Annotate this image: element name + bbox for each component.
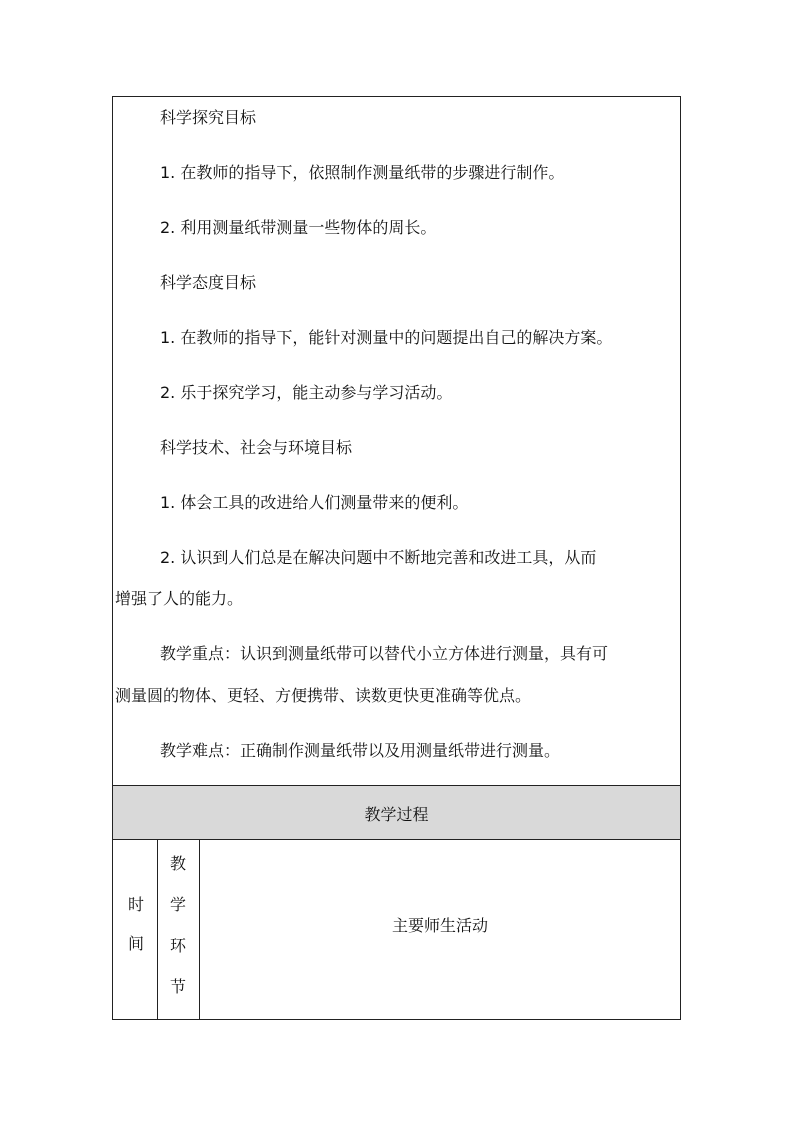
time-char-1: 时 [127, 895, 144, 914]
heading-science-attitude: 科学态度目标 [160, 273, 257, 292]
heading-science-inquiry: 科学探究目标 [160, 108, 257, 127]
inquiry-item-2: 2. 利用测量纸带测量一些物体的周长。 [160, 218, 437, 237]
stage-char-1: 教 [169, 854, 186, 873]
stse-item-1: 1. 体会工具的改进给人们测量带来的便利。 [160, 493, 469, 512]
document-table [112, 96, 681, 1020]
attitude-item-2: 2. 乐于探究学习，能主动参与学习活动。 [160, 383, 453, 402]
key-points-line1: 教学重点：认识到测量纸带可以替代小立方体进行测量，具有可 [160, 644, 609, 663]
stse-item-2-line2: 增强了人的能力。 [115, 589, 244, 608]
key-points-line2: 测量圆的物体、更轻、方便携带、读数更快更准确等优点。 [115, 686, 532, 705]
attitude-item-1: 1. 在教师的指导下，能针对测量中的问题提出自己的解决方案。 [160, 328, 613, 347]
stse-item-2-line1: 2. 认识到人们总是在解决问题中不断地完善和改进工具，从而 [160, 548, 597, 567]
time-char-2: 间 [127, 934, 144, 953]
main-activities-header: 主要师生活动 [391, 916, 488, 935]
difficulties: 教学难点：正确制作测量纸带以及用测量纸带进行测量。 [160, 741, 561, 760]
heading-stse: 科学技术、社会与环境目标 [160, 438, 353, 457]
process-header-row [113, 785, 680, 840]
stage-char-2: 学 [169, 895, 186, 914]
inquiry-item-1: 1. 在教师的指导下，依照制作测量纸带的步骤进行制作。 [160, 163, 565, 182]
stage-char-3: 环 [169, 936, 186, 955]
stage-char-4: 节 [169, 977, 186, 996]
column-divider-1 [157, 840, 158, 1019]
process-header-label: 教学过程 [364, 805, 429, 824]
